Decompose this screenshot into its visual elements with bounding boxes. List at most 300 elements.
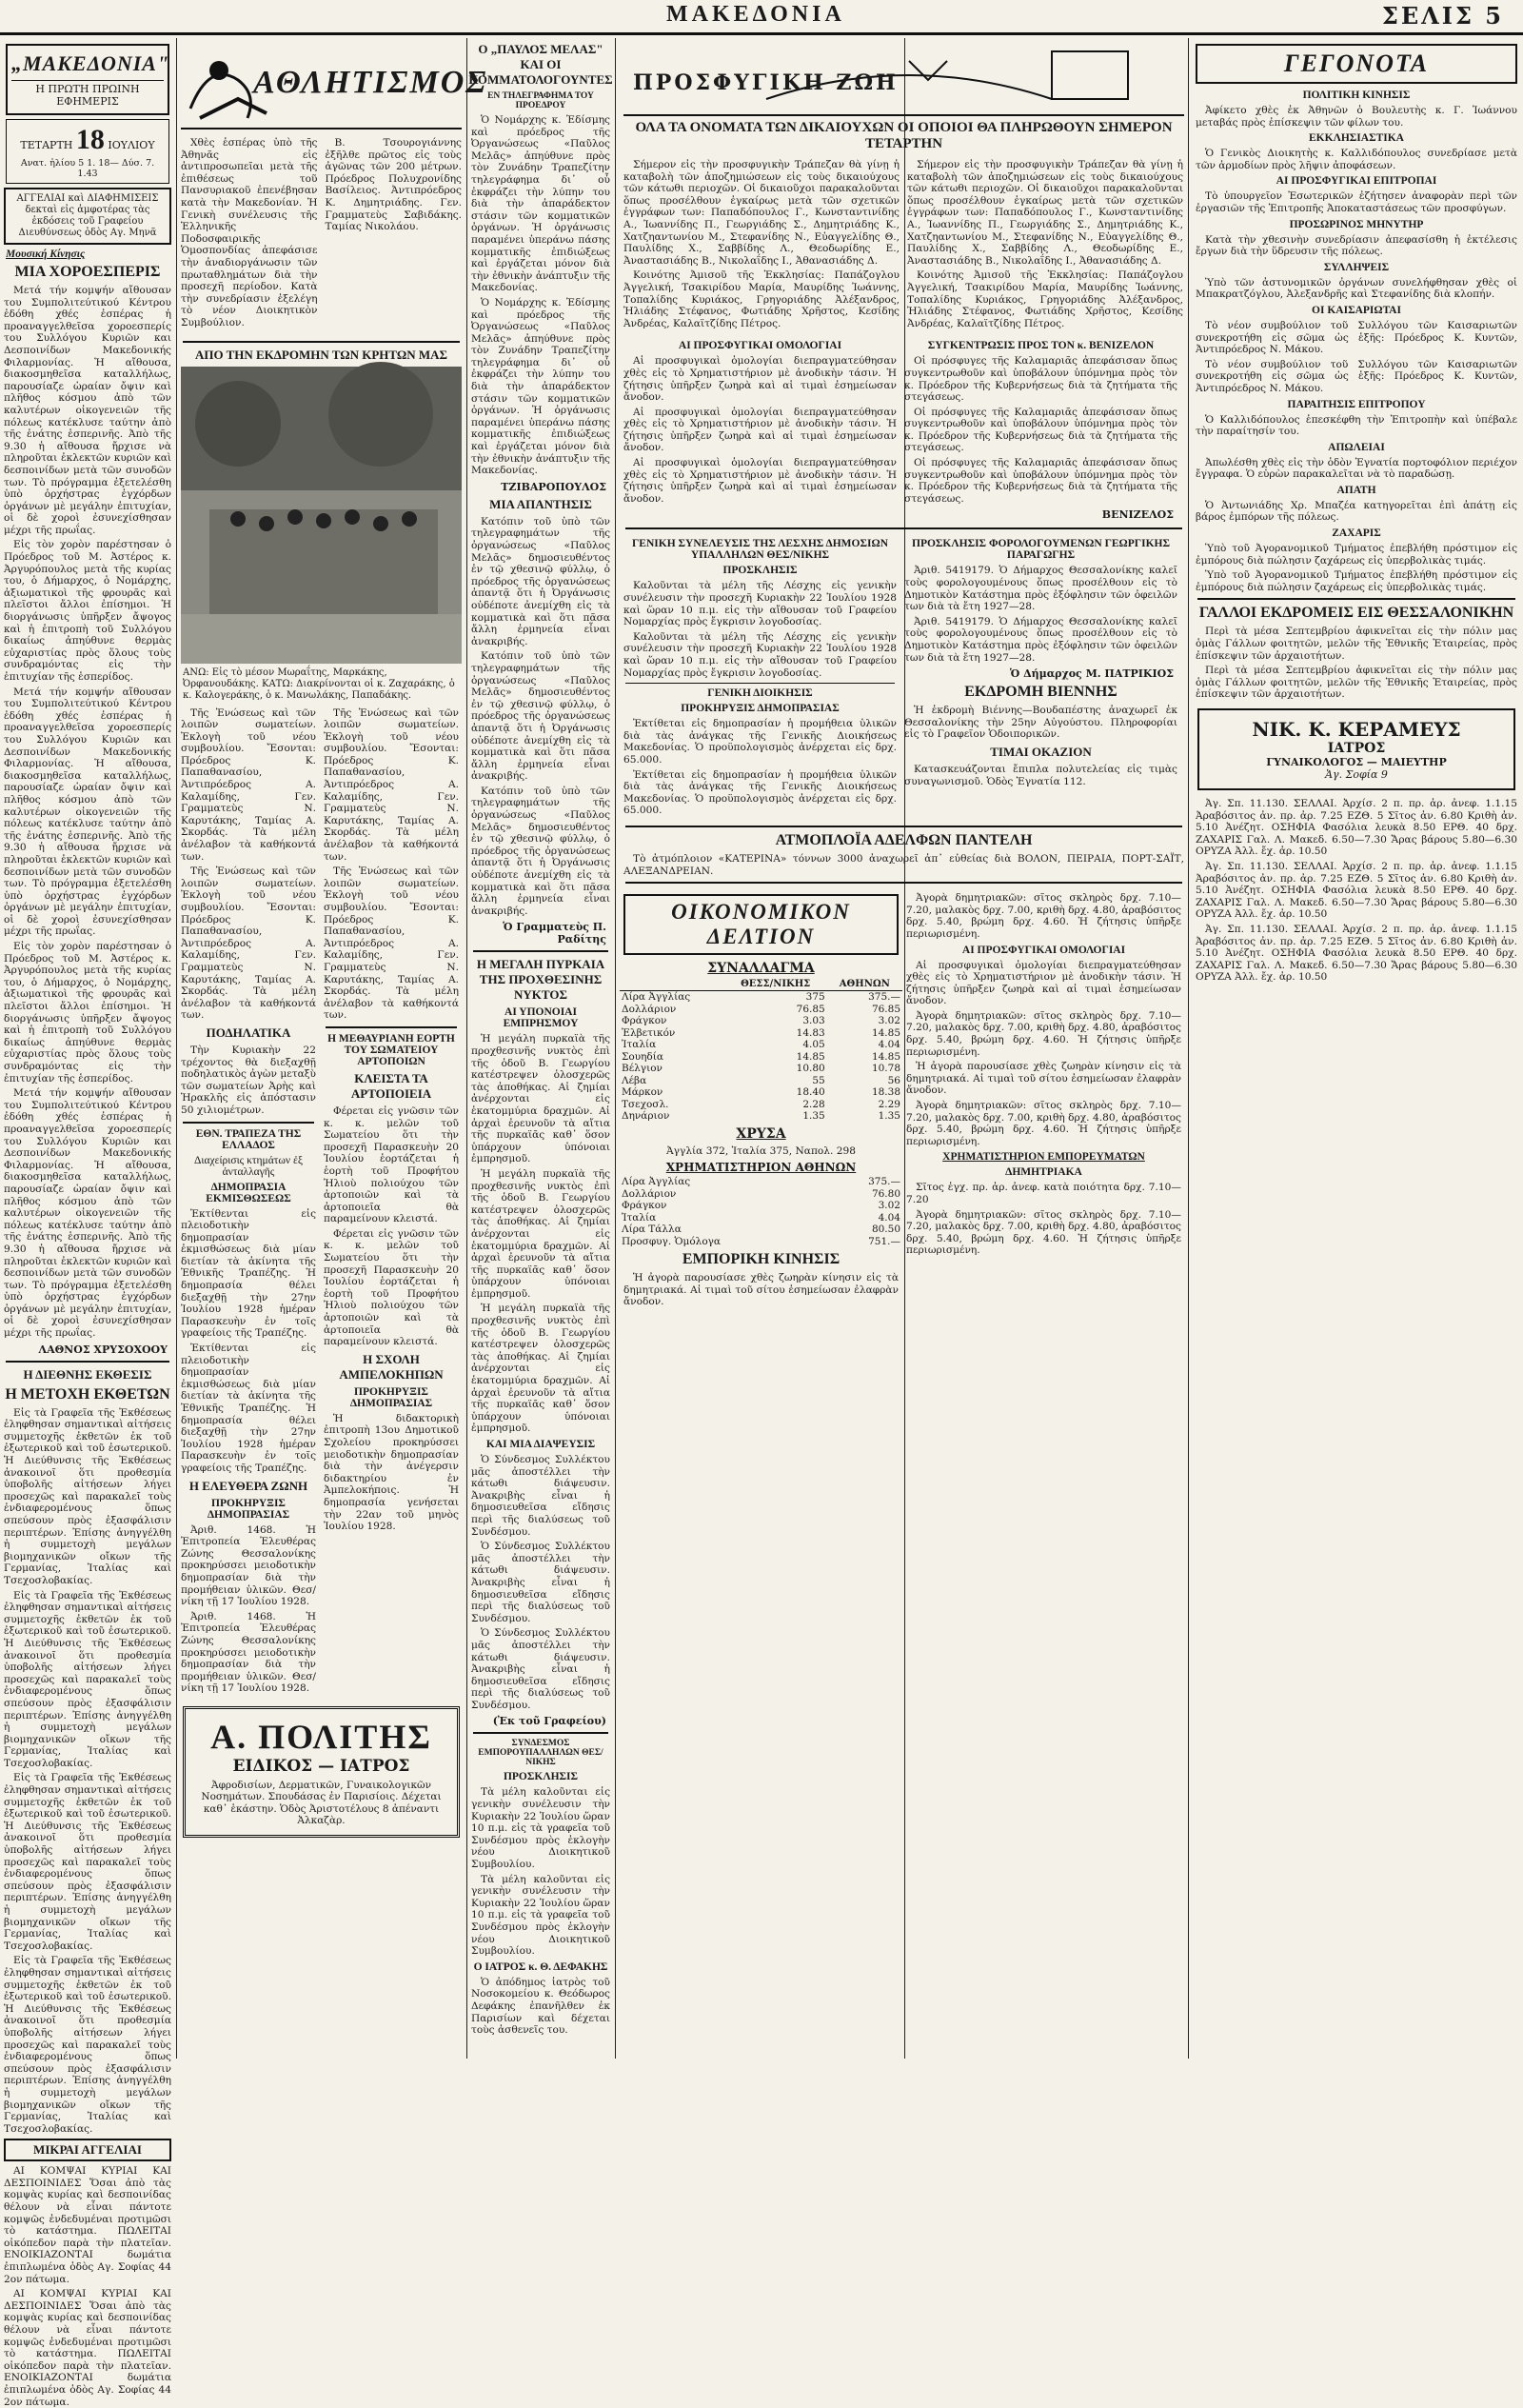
article-paragraph: Τὸ νέον συμβούλιον τοῦ Συλλόγου τῶν Καισαριωτῶν συνεκροτήθη εἰς σῶμα ὡς ἑξῆς: Πρόεδρος Κ. Κυντῶν, Ἀντιπρόεδρος Ν. Μάκου. xyxy=(1196,319,1517,356)
currency-name: Μάρκον xyxy=(622,1086,663,1099)
notice-body xyxy=(471,1977,610,2037)
ad-paragraph: ΑΙ ΚΟΜΨΑΙ ΚΥΡΙΑΙ ΚΑΙ ΔΕΣΠΟΙΝΙΔΕΣ Ὅσαι ἀπὸ τὰς κομψὰς κυρίας καὶ δεσποινίδας θέλουν νὰ εἶναι πάντοτε κομψῶς ἐνδεδυμέναι προτιμῶσι τὸ κατάστημα. ΠΩΛΕΙΤΑΙ οἰκόπεδον παρὰ τὴν πλατεῖαν. ΕΝΟΙΚΙΑΖΟΝΤΑΙ δωμάτια ἐπιπλωμένα ὁδὸς Αγ. Σοφίας 44 2ον πάτωμα. xyxy=(4,2165,171,2285)
rate-thess: 3.03 xyxy=(802,1015,825,1027)
market-prices xyxy=(1196,798,1517,984)
notice-paragraph: Ἡ διδακτορικὴ ἐπιτροπὴ 13ου Δημοτικοῦ Σχολείου προκηρύσσει μειοδοτικὴν δημοπρασίαν διὰ τὴν ἀνέγερσιν διδακτηρίου ἐν Ἀμπελοκήποις. Ἡ δημοπρασία γενήσεται τὴν 22αν τοῦ μηνὸς Ἰουλίου 1928. xyxy=(324,1412,459,1533)
refugee-banner-title: ΠΡΟΣΦΥΓΙΚΗ ΖΩΗ xyxy=(633,70,899,95)
security-price: 4.04 xyxy=(878,1211,900,1224)
rate-thess: 4.05 xyxy=(802,1039,825,1051)
article-body xyxy=(181,137,318,332)
security-name: Προσφυγ. Ὁμόλογα xyxy=(622,1235,722,1247)
article-title: ΕΚΚΛΗΣΙΑΣΤΙΚΑ xyxy=(1309,132,1404,145)
notice-paragraph: Ἐκτίθενται εἰς πλειοδοτικὴν δημοπρασίαν ἐκμισθώσεως διὰ μίαν διετίαν τὰ ἀκίνητα τῆς Ἐθνικῆς Τραπέζης. Ἡ δημοπρασία θέλει διεξαχθῇ τὴν 27ην Ἰουλίου 1928 ἡμέραν Παρασκευὴν ἐν τοῖς γραφείοις τῆς Τραπέζης. xyxy=(181,1343,316,1474)
date-month: ΙΟΥΛΙΟΥ xyxy=(108,139,155,151)
rate-athens: 375.— xyxy=(868,991,900,1004)
article-paragraph: Τὴν Κυριακὴν 22 τρέχοντος θὰ διεξαχθῇ ποδηλατικὸς ἀγὼν μεταξὺ τῶν σωματείων Ἀρὴς καὶ Ἡρακλῆς εἰς ἀπόστασιν 50 χιλιομέτρων. xyxy=(181,1044,316,1116)
article-paragraph: Εἰς τὰ Γραφεῖα τῆς Ἐκθέσεως ἐληφθησαν σημαντικαὶ αἰτήσεις συμμετοχῆς ἐκθετῶν ἐκ τοῦ ἐξωτερικοῦ καὶ τοῦ ἐσωτερικοῦ. Ἡ Διεύθυνσις τῆς Ἐκθέσεως ἀνακοινοῖ ὅτι προθεσμία ὑποβολῆς αἰτήσεων λήγει προσεχῶς καὶ παρακαλεῖ τοὺς ἐνδιαφερομένους ὅπως σπεύσουν πρὸς ἐξασφάλισιν περιπτέρων. Ἐπίσης ἀνηγγέλθη ἡ συμμετοχὴ μεγάλων βιομηχανικῶν οἴκων τῆς Γερμανίας, Ἰταλίας καὶ Τσεχοσλοβακίας. xyxy=(4,1955,171,2135)
security-price: 751.— xyxy=(868,1235,900,1247)
notice-subtitle: ΠΡΟΚΗΡΥΞΙΣ ΔΗΜΟΠΡΑΣΙΑΣ xyxy=(681,703,840,715)
article-paragraph: Κοινότης Ἀμισοῦ τῆς Ἐκκλησίας: Παπάζογλου Ἀγγελική, Τσακιρίδου Μαρία, Μαυρίδης Ἰωάννης, Τοπαλίδης Κυριάκος, Γρηγοριάδης Ἀλέξανδρος, Ἠλιάδης Στέφανος, Φωτιάδης Χρῆστος, Κεσίδης Ἀνδρέας, Καλαϊτζίδης Πέτρος. xyxy=(907,269,1183,329)
subcolumn xyxy=(900,534,1181,821)
article-title: ΖΑΧΑΡΙΣ xyxy=(1332,527,1381,540)
divider xyxy=(183,1122,314,1124)
notice-title: Η ΜΕΘΑΥΡΙΑΝΗ ΕΟΡΤΗ ΤΟΥ ΣΩΜΑΤΕΙΟΥ ΑΡΤΟΠΟΙΩΝ xyxy=(327,1032,455,1067)
article-body xyxy=(1196,148,1517,171)
table-row xyxy=(620,1224,902,1236)
security-name: Λίρα Τάλλα xyxy=(622,1224,682,1236)
ads-notice: ΑΓΓΕΛΙΑΙ καὶ ΔΙΑΦΗΜΙΣΕΙΣ δεκταὶ εἰς ἀμφοτέρας τὰς ἐκδόσεις τοῦ Γραφείου Διευθύνσεως ὁδὸς Αγ. Μηνᾶ xyxy=(4,188,171,245)
article-paragraph: Ὑπὸ τῶν ἀστυνομικῶν ὀργάνων συνελήφθησαν χθὲς οἱ Μπακρατζόγλου, Ἀλεξανδρῆς καὶ Στεφανίδης διὰ κλοπήν. xyxy=(1196,276,1517,301)
article-body xyxy=(471,114,610,477)
article-paragraph: Κατόπιν τοῦ ὑπὸ τῶν τηλεγραφημάτων τῆς ὀργανώσεως «Παῦλος Μελᾶς» δημοσιευθέντος ἐν τῷ χθεσινῷ φύλλῳ, ὁ πρόεδρος τῆς ὀργανώσεως ἀπαντᾷ ὅτι ἡ Ὀργάνωσις οὐδέποτε ἀνεμίχθη εἰς τὰ κομματικὰ καὶ ὅτι πᾶσα ἄλλη ἐρμηνεία εἶναι ἀνακριβής. xyxy=(471,650,610,783)
exchange-table-body xyxy=(620,991,902,1123)
table-row xyxy=(620,1110,902,1123)
article-paragraph: Εἰς τὰ Γραφεῖα τῆς Ἐκθέσεως ἐληφθησαν σημαντικαὶ αἰτήσεις συμμετοχῆς ἐκθετῶν ἐκ τοῦ ἐξωτερικοῦ καὶ τοῦ ἐσωτερικοῦ. Ἡ Διεύθυνσις τῆς Ἐκθέσεως ἀνακοινοῖ ὅτι προθεσμία ὑποβολῆς αἰτήσεων λήγει προσεχῶς καὶ παρακαλεῖ τοὺς ἐνδιαφερομένους ὅπως σπεύσουν πρὸς ἐξασφάλισιν περιπτέρων. Ἐπίσης ἀνηγγέλθη ἡ συμμετοχὴ μεγάλων βιομηχανικῶν οἴκων τῆς Γερμανίας, Ἰταλίας καὶ Τσεχοσλοβακίας. xyxy=(4,1589,171,1769)
article-body xyxy=(1196,234,1517,258)
article-body xyxy=(4,285,171,1340)
article-paragraph: Τὸ ὑπουργεῖον Ἐσωτερικῶν ἐζήτησεν ἀναφορὰν περὶ τῶν ἐργασιῶν τῆς Ἐπιτροπῆς Ἀποκαταστάσεως τῶν προσφύγων. xyxy=(1196,190,1517,214)
notice-subtitle: ΔΗΜΟΠΡΑΣΙΑ ΕΚΜΙΣΘΩΣΕΩΣ xyxy=(206,1181,291,1204)
article-paragraph: Κοινότης Ἀμισοῦ τῆς Ἐκκλησίας: Παπάζογλου Ἀγγελική, Τσακιρίδου Μαρία, Μαυρίδης Ἰωάννης, Τοπαλίδης Κυριάκος, Γρηγοριάδης Ἀλέξανδρος, Ἠλιάδης Στέφανος, Φωτιάδης Χρῆστος, Κεσίδης Ἀνδρέας, Καλαϊτζίδης Πέτρος. xyxy=(623,269,900,329)
sun-times: Ανατ. ἡλίου 5 1. 18— Δύσ. 7. 1.43 xyxy=(20,158,155,179)
article-paragraph: Μετά τήν κομψήν αἴθουσαν του Συμπολιτεύτικού Κέντρου ἐδόθη χθές ἐσπέρας ἡ προαναγγελθεῖσα χοροεσπερίς του Συλλόγου Κυριῶν και Δεσποινίδων Μακεδονικής Φιλαρμονίας. Ἡ αἴθουσα, διακοσμηθεῖσα καταλλήλως, παρουσίαζε ὡραίαν ὄψιν καὶ πλῆθος κόσμου ἀπὸ τῶν καλυτέρων οἰκογενειῶν τῆς πόλεως κατέκλυσε ταύτην ἀπὸ τῆς ἐνάτης ἑσπερινῆς. Ἀπὸ τῆς 9.30 ἡ αἴθουσα ἤρχισε νὰ πληροῦται ἐκλεκτῶν κυριῶν καὶ δεσποινίδων μετὰ τῶν συνοδῶν των. Τὸ πρόγραμμα ἐξετελέσθη ὑπὸ ὀρχήστρας ἐγχόρδων ὀργάνων μὲ μεγάλην ἐπιτυχίαν, οἱ δὲ χοροὶ ἐσυνεχίσθησαν μέχρι τῆς πρωΐας. xyxy=(4,686,171,938)
notice-paragraph: Τὰ μέλη καλοῦνται εἰς γενικὴν συνέλευσιν τὴν Κυριακὴν 22 Ἰουλίου ὥραν 10 π.μ. εἰς τὰ γραφεῖα τοῦ Συνδέσμου πρὸς ἐκλογὴν νέου Διοικητικοῦ Συμβουλίου. xyxy=(471,1786,610,1871)
security-name: Φράγκον xyxy=(622,1200,667,1212)
article-body xyxy=(324,707,459,1022)
ad-paragraph: ΑΙ ΚΟΜΨΑΙ ΚΥΡΙΑΙ ΚΑΙ ΔΕΣΠΟΙΝΙΔΕΣ Ὅσαι ἀπὸ τὰς κομψὰς κυρίας καὶ δεσποινίδας θέλουν νὰ εἶναι πάντοτε κομψῶς ἐνδεδυμέναι προτιμῶσι τὸ κατάστημα. ΠΩΛΕΙΤΑΙ οἰκόπεδον παρὰ τὴν πλατεῖαν. ΕΝΟΙΚΙΑΖΟΝΤΑΙ δωμάτια ἐπιπλωμένα ὁδὸς Αγ. Σοφίας 44 2ον πάτωμα. xyxy=(4,2288,171,2408)
article-title: ΑΙ ΠΡΟΣΦΥΓΙΚΑΙ ΕΠΙΤΡΟΠΑΙ xyxy=(1276,175,1437,188)
notice-paragraph: Ἐκτίθενται εἰς πλειοδοτικὴν δημοπρασίαν ἐκμισθώσεως διὰ μίαν διετίαν τὰ ἀκίνητα τῆς Ἐθνικῆς Τραπέζης. Ἡ δημοπρασία θέλει διεξαχθῇ τὴν 27ην Ἰουλίου 1928 ἡμέραν Παρασκευὴν ἐν τοῖς γραφείοις τῆς Τραπέζης. xyxy=(181,1207,316,1340)
refugee-news xyxy=(620,336,1188,523)
photo-caption: ΑΝΩ: Εἰς τὸ μέσον Μωραΐτης, Μαρκάκης, Ὀρφανουδάκης. ΚΑΤΩ: Διακρίνονται οἱ κ. Ζαχαράκης, ὁ κ. Καλογεράκης, ὁ κ. Μανωλάκης, Παπαδάκης. xyxy=(183,667,455,701)
article-body xyxy=(181,707,316,1022)
security-name: Λίρα Ἀγγλίας xyxy=(622,1176,691,1188)
ad-doctor-role: ΙΑΤΡΟΣ xyxy=(1327,741,1386,756)
shipping-paragraph: Τὸ ἀτμόπλοιον «ΚΑΤΕΡΙΝΑ» τόννων 3000 ἀναχωρεῖ ἀπ᾽ εὐθείας διὰ ΒΟΛΟΝ, ΠΕΙΡΑΙΑ, ΠΟΡΤ-ΣΑΪΤ, ΑΛΕΞΑΝΔΡΕΙΑΝ. xyxy=(623,852,1184,877)
article-body xyxy=(1196,320,1517,395)
currency-name: Τσεχοσλ. xyxy=(622,1098,669,1110)
rate-thess: 1.35 xyxy=(802,1110,825,1123)
small-ads-header xyxy=(4,2139,171,2161)
article-paragraph: Μετά τήν κομψήν αἴθουσαν του Συμπολιτεύτικού Κέντρου ἐδόθη χθές ἐσπέρας ἡ προαναγγελθεῖσα χοροεσπερίς του Συλλόγου Κυριῶν και Δεσποινίδων Μακεδονικής Φιλαρμονίας. Ἡ αἴθουσα, διακοσμηθεῖσα καταλλήλως, παρουσίαζε ὡραίαν ὄψιν καὶ πλῆθος κόσμου ἀπὸ τῶν καλυτέρων οἰκογενειῶν τῆς πόλεως κατέκλυσε ταύτην ἀπὸ τῆς ἐνάτης ἑσπερινῆς. Ἀπὸ τῆς 9.30 ἡ αἴθουσα ἤρχισε νὰ πληροῦται ἐκλεκτῶν κυριῶν καὶ δεσποινίδων μετὰ τῶν συνοδῶν των. Τὸ πρόγραμμα ἐξετελέσθη ὑπὸ ὀρχήστρας ἐγχόρδων ὀργάνων μὲ μεγάλην ἐπιτυχίαν, οἱ δὲ χοροὶ ἐσυνεχίσθησαν μέχρι τῆς πρωΐας. xyxy=(4,285,171,536)
rate-athens: 18.38 xyxy=(871,1086,900,1099)
article-paragraph: Τὸ νέον συμβούλιον τοῦ Συλλόγου τῶν Καισαριωτῶν συνεκροτήθη εἰς σῶμα ὡς ἑξῆς: Πρόεδρος Κ. Κυντῶν, Ἀντιπρόεδρος Ν. Μάκου. xyxy=(1196,358,1517,394)
article-title: ΑΠΩΛΕΙΑΙ xyxy=(1328,441,1385,453)
page-number: ΣΕΛΙΣ 5 xyxy=(1381,2,1504,30)
notice-subtitle: ΠΡΟΚΗΡΥΞΙΣ ΔΗΜΟΠΡΑΣΙΑΣ xyxy=(207,1497,290,1521)
divider xyxy=(625,882,1182,884)
exchange-title: ΣΥΝΑΛΛΑΓΜΑ xyxy=(707,961,815,977)
notice-subtitle: Διαχείρισις κτημάτων ἐξ ἀνταλλαγῆς xyxy=(194,1154,303,1178)
notice-body xyxy=(181,1524,316,1695)
article-paragraph: Ἀφίκετο χθὲς ἐκ Ἀθηνῶν ὁ Βουλευτὴς κ. Γ. Ἰωάννου μεταβάς πρὸς ἐπίσκεψιν τῶν φίλων του. xyxy=(1196,105,1517,129)
divider xyxy=(183,341,460,343)
article-paragraph: Αἱ προσφυγικαὶ ὁμολογίαι διεπραγματεύθησαν χθὲς εἰς τὸ Χρηματιστήριον μὲ ἀνοδικὴν τάσιν. Ἡ ζήτησις ὑπῆρξεν ζωηρὰ καὶ αἱ τιμαὶ ἐσημείωσαν ἄνοδον. xyxy=(623,457,897,505)
article-title: ΠΟΛΙΤΙΚΗ ΚΙΝΗΣΙΣ xyxy=(1302,90,1411,101)
article-paragraph: Ἡ μεγάλη πυρκαϊὰ τῆς προχθεσινῆς νυκτὸς ἐπὶ τῆς ὁδοῦ Β. Γεωργίου κατέστρεψεν ὁλοσχερῶς τὰς ἀποθήκας. Αἱ ζημίαι ἀνέρχονται εἰς ἑκατομμύρια δραχμῶν. Αἱ ἀρχαὶ ἐρευνοῦν τὰ αἴτια τῆς πυρκαϊᾶς καθ᾽ ὅσον ὑπάρχουν ὑπόνοιαι ἐμπρησμοῦ. xyxy=(471,1167,610,1300)
currency-name: Δολλάριον xyxy=(622,1003,677,1015)
newspaper-logo xyxy=(6,44,169,115)
article-paragraph: Εἰς τὸν χορὸν παρέστησαν ὁ Πρόεδρος τοῦ Μ. Ἀστέρος κ. Ἀργυρόπουλος μετὰ τῆς κυρίας του, ὁ Δήμαρχος, ὁ Νομάρχης, ἀξιωματικοὶ τῆς φρουρᾶς καὶ πλεῖστοι ἄλλοι ἐπίσημοι. Ἡ διοργάνωσις ὑπῆρξεν ἄψογος καὶ ἡ ἐπιτροπὴ τοῦ Συλλόγου δικαίως ἀπηύθυνε θερμὰς εὐχαριστίας πρὸς ὅλους τοὺς συνδραμόντας εἰς τὴν ἐπιτυχίαν τῆς ἑσπερίδος. xyxy=(4,539,171,683)
article-title: ΜΙΑ ΧΟΡΟΕΣΠΕΡΙΣ xyxy=(14,264,161,280)
notice-paragraph: Ἀριθ. 1468. Ἡ Ἐπιτροπεία Ἐλευθέρας Ζώνης Θεσσαλονίκης προκηρύσσει μειοδοτικὴν δημοπρασίαν διὰ τὴν προμήθειαν ὑλικῶν. Θεσ/νίκη τῇ 17 Ἰουλίου 1928. xyxy=(181,1610,316,1695)
notice-paragraph: Κατασκευάζονται ἔπιπλα πολυτελείας εἰς τιμὰς συναγωνισμοῦ. Ὁδὸς Ἐγνατία 112. xyxy=(904,763,1177,787)
column-1 xyxy=(0,38,175,2408)
small-ads-title: ΜΙΚΡΑΙ ΑΓΓΕΛΙΑΙ xyxy=(33,2142,142,2158)
article-subtitle: ΕΝ ΤΗΛΕΓΡΑΦΗΜΑ ΤΟΥ ΠΡΟΕΔΡΟΥ xyxy=(487,91,594,110)
ad-doctor-specialty: ΓΥΝΑΙΚΟΛΟΓΟΣ — ΜΑΙΕΥΤΗΡ xyxy=(1266,756,1447,768)
article-paragraph: Τῆς Ἑνώσεως καὶ τῶν λοιπῶν σωματείων. Ἐκλογὴ τοῦ νέου συμβουλίου. Ἔσονται: Πρόεδρος Κ. Παπαθανασίου, Ἀντιπρόεδρος Α. Καλαμίδης, Γεν. Γραμματεὺς Ν. Καρυτάκης, Ταμίας Α. Σκορδάς. Τὰ μέλη ἀνέλαβον τὰ καθήκοντά των. xyxy=(324,706,459,863)
article-title: Η ΜΕΓΑΛΗ ΠΥΡΚΑΙΑ ΤΗΣ ΠΡΟΧΘΕΣΙΝΗΣ ΝΥΚΤΟΣ xyxy=(476,957,605,1003)
notice-title: Ο ΙΑΤΡΟΣ κ. Θ. ΔΕΦΑΚΗΣ xyxy=(473,1960,608,1973)
events-title: ΓΕΓΟΝΟΤΑ xyxy=(1196,44,1517,84)
table-header: ΑΘΗΝΩΝ xyxy=(827,978,902,991)
column-6 xyxy=(1192,38,1521,2059)
notice-body xyxy=(904,764,1177,787)
notice-paragraph: Ἐκτίθεται εἰς δημοπρασίαν ἡ προμήθεια ὑλικῶν διὰ τὰς ἀνάγκας τῆς Γενικῆς Διοικήσεως Μακεδονίας. Ὁ προϋπολογισμὸς ἀνέρχεται εἰς δρχ. 65.000. xyxy=(623,718,897,766)
article-title: ΣΥΓΚΕΝΤΡΩΣΙΣ ΠΡΟΣ ΤΟΝ κ. ΒΕΝΙΖΕΛΟΝ xyxy=(927,340,1155,352)
economic-paragraph: Αἱ προσφυγικαὶ ὁμολογίαι διεπραγματεύθησαν χθὲς εἰς τὸ Χρηματιστήριον μὲ ἀνοδικὴν τάσιν. Ἡ ζήτησις ὑπῆρξεν ζωηρὰ καὶ αἱ τιμαὶ ἐσημείωσαν ἄνοδον. xyxy=(906,959,1181,1007)
photo-image xyxy=(181,367,462,664)
article-title: Ο „ΠΑΥΛΟΣ ΜΕΛΑΣ" ΚΑΙ ΟΙ ΚΟΜΜΑΤΟΛΟΓΟΥΝΤΕΣ xyxy=(468,42,613,87)
exchange-table xyxy=(620,978,902,1123)
article-paragraph: Τῆς Ἑνώσεως καὶ τῶν λοιπῶν σωματείων. Ἐκλογὴ τοῦ νέου συμβουλίου. Ἔσονται: Πρόεδρος Κ. Παπαθανασίου, Ἀντιπρόεδρος Α. Καλαμίδης, Γεν. Γραμματεὺς Ν. Καρυτάκης, Ταμίας Α. Σκορδάς. Τὰ μέλη ἀνέλαβον τὰ καθήκοντά των. xyxy=(181,706,316,863)
article-body xyxy=(1196,626,1517,701)
article-signature: ΤΖΙΒΑΡΟΠΟΥΛΟΣ xyxy=(501,480,606,493)
notices-area xyxy=(620,534,1188,821)
security-name: Δολλάριον xyxy=(622,1187,677,1200)
article-title: ΚΑΙ ΜΙΑ ΔΙΑΨΕΥΣΙΣ xyxy=(485,1439,596,1450)
article-paragraph: Αἱ προσφυγικαὶ ὁμολογίαι διεπραγματεύθησαν χθὲς εἰς τὸ Χρηματιστήριον μὲ ἀνοδικὴν τάσιν. Ἡ ζήτησις ὑπῆρξεν ζωηρὰ καὶ αἱ τιμαὶ ἐσημείωσαν ἄνοδον. xyxy=(623,406,897,454)
notice-subtitle: ΠΡΟΣΚΛΗΣΙΣ xyxy=(503,1771,579,1783)
currency-name: Σουηδία xyxy=(622,1050,663,1063)
economic-paragraph: Ἀγορὰ δημητριακῶν: σῖτος σκληρὸς δρχ. 7.10—7.20, μαλακὸς δρχ. 7.00, κριθὴ δρχ. 4.80, ἀραβόσιτος δρχ. 5.40, βρώμη δρχ. 4.60. Ἡ ζήτησις ὑπῆρξε περιωρισμένη. xyxy=(906,892,1181,940)
article-body xyxy=(4,1407,171,2136)
article-signature: Ὁ Γραμματεὺς Π. Ραδίτης xyxy=(503,921,606,946)
notice-paragraph: Ἐκτίθεται εἰς δημοπρασίαν ἡ προμήθεια ὑλικῶν διὰ τὰς ἀνάγκας τῆς Γενικῆς Διοικήσεως Μακεδονίας. Ὁ προϋπολογισμὸς ἀνέρχεται εἰς δρχ. 65.000. xyxy=(623,768,897,817)
sport-banner xyxy=(181,42,488,129)
currency-name: Φράγκον xyxy=(622,1015,667,1027)
divider xyxy=(473,950,608,952)
rate-thess: 14.85 xyxy=(796,1050,825,1063)
exchange2-table-body xyxy=(620,1176,902,1247)
ad-doctor-name: Α. ΠΟΛΙΤΗΣ xyxy=(210,1717,432,1756)
notice-paragraph: Ἀριθ. 5419179. Ὁ Δήμαρχος Θεσσαλονίκης καλεῖ τοὺς φορολογουμένους ὅπως προσέλθουν εἰς τὸ Δημοτικὸν Κατάστημα πρὸς ἐξόφλησιν τῶν ὀφειλῶν των διὰ τὰ ἔτη 1927—28. xyxy=(904,615,1177,664)
table-row xyxy=(620,1086,902,1099)
notice-title: ΕΘΝ. ΤΡΑΠΕΖΑ ΤΗΣ ΕΛΛΑΔΟΣ xyxy=(195,1127,302,1151)
article-paragraph: Αἱ προσφυγικαὶ ὁμολογίαι διεπραγματεύθησαν χθὲς εἰς τὸ Χρηματιστήριον μὲ ἀνοδικὴν τάσιν. Ἡ ζήτησις ὑπῆρξεν ζωηρὰ καὶ αἱ τιμαὶ ἐσημείωσαν ἄνοδον. xyxy=(623,355,897,404)
trade-body xyxy=(623,1272,899,1308)
article-paragraph: Περὶ τὰ μέσα Σεπτεμβρίου ἀφικνεῖται εἰς τὴν πόλιν μας ὁμὰς Γάλλων φοιτητῶν, μελῶν τῆς Ἐθνικῆς Ἑταιρείας, πρὸς ἐπίσκεψιν τῶν ἀρχαιοτήτων. xyxy=(1196,626,1517,662)
article-body xyxy=(1196,500,1517,524)
article-paragraph: Ἀπωλέσθη χθὲς εἰς τὴν ὁδὸν Ἐγνατία πορτοφόλιον περιέχον ἔγγραφα. Ὁ εὑρὼν παρακαλεῖται νὰ τὸ παραδώσῃ. xyxy=(1196,456,1517,481)
article-signature: ΒΕΝΙΖΕΛΟΣ xyxy=(1101,508,1174,522)
article-title: ΜΙΑ ΑΠΑΝΤΗΣΙΣ xyxy=(489,496,592,511)
divider xyxy=(625,683,895,684)
sport-news xyxy=(177,133,465,336)
rate-thess: 76.85 xyxy=(796,1003,825,1015)
photo-title: ΑΠΟ ΤΗΝ ΕΚΔΡΟΜΗΝ ΤΩΝ ΚΡΗΤΩΝ ΜΑΣ xyxy=(194,347,448,362)
article-paragraph: Οἱ πρόσφυγες τῆς Καλαμαριᾶς ἀπεφάσισαν ὅπως συγκεντρωθοῦν καὶ ὑποβάλουν ὑπόμνημα πρὸς τὸν κ. Πρόεδρον τῆς Κυβερνήσεως διὰ τὰ ζητήματα τῆς στεγάσεως. xyxy=(904,457,1177,505)
economic-bulletin xyxy=(620,888,902,1312)
subcolumn xyxy=(320,704,463,1699)
ad-doctor-name: ΝΙΚ. Κ. ΚΕΡΑΜΕΥΣ xyxy=(1252,718,1461,741)
column-3 xyxy=(467,38,614,2059)
table-row xyxy=(620,1015,902,1027)
currency-name: Βέλγιον xyxy=(622,1063,663,1075)
article-body xyxy=(181,1045,316,1117)
table-header xyxy=(620,978,724,991)
bourse-body xyxy=(906,1182,1181,1257)
small-ads-body xyxy=(4,2165,171,2408)
article-paragraph: Ὁ Καλλιδόπουλος ἐπεσκέφθη τὴν Ἐπιτροπὴν καὶ ὑπέβαλε τὴν παραίτησίν του. xyxy=(1196,413,1517,438)
logo-subtitle: Η ΠΡΩΤΗ ΠΡΩΙΝΗ ΕΦΗΜΕΡΙΣ xyxy=(11,80,164,108)
market-paragraph: Ἀγ. Σπ. 11.130. ΣΕΛΛΑΙ. Ἀρχίσ. 2 π. πρ. ἀρ. ἀνεφ. 1.1.15 Ἀραβόσιτος ἀν. πρ. ἀρ. 7.25 ΕΖΘ. 5 Σῖτος ἀν. 6.80 Κριθὴ ἀν. 5.10 Ἀνέζητ. ΟΣΗΦΙΑ Φασόλια λευκὰ 8.50 ΕΡΘ. 40 δρχ. ΖΑΧΑΡΙΣ Γαλ. Λ. Μακεδ. 6.50—7.30 Ἄρας βάρους 5.80—6.30 ΟΡΥΖΑ Ἀλλ. ἔχ. ἀρ. 10.50 xyxy=(1196,798,1517,858)
article-body xyxy=(1196,457,1517,481)
article-title: ΠΟΔΗΛΑΤΙΚΑ xyxy=(206,1025,291,1040)
table-row xyxy=(620,1236,902,1248)
table-row xyxy=(620,1063,902,1075)
market-paragraph: Ἀγ. Σπ. 11.130. ΣΕΛΛΑΙ. Ἀρχίσ. 2 π. πρ. ἀρ. ἀνεφ. 1.1.15 Ἀραβόσιτος ἀν. πρ. ἀρ. 7.25 ΕΖΘ. 5 Σῖτος ἀν. 6.80 Κριθὴ ἀν. 5.10 Ἀνέζητ. ΟΣΗΦΙΑ Φασόλια λευκὰ 8.50 ΕΡΘ. 40 δρχ. ΖΑΧΑΡΙΣ Γαλ. Λ. Μακεδ. 6.50—7.30 Ἄρας βάρους 5.80—6.30 ΟΡΥΖΑ Ἀλλ. ἔχ. ἀρ. 10.50 xyxy=(1196,923,1517,984)
article-paragraph: Τῆς Ἑνώσεως καὶ τῶν λοιπῶν σωματείων. Ἐκλογὴ τοῦ νέου συμβουλίου. Ἔσονται: Πρόεδρος Κ. Παπαθανασίου, Ἀντιπρόεδρος Α. Καλαμίδης, Γεν. Γραμματεὺς Ν. Καρυτάκης, Ταμίας Α. Σκορδάς. Τὰ μέλη ἀνέλαβον τὰ καθήκοντά των. xyxy=(181,866,316,1022)
bourse-paragraph: Σῖτος ἐγχ. πρ. ἀρ. ἀνεφ. κατὰ ποιότητα δρχ. 7.10—7.20 xyxy=(906,1182,1181,1205)
article-body xyxy=(471,1454,610,1711)
article-paragraph: Μετά τήν κομψήν αἴθουσαν του Συμπολιτεύτικού Κέντρου ἐδόθη χθές ἐσπέρας ἡ προαναγγελθεῖσα χοροεσπερίς του Συλλόγου Κυριῶν και Δεσποινίδων Μακεδονικής Φιλαρμονίας. Ἡ αἴθουσα, διακοσμηθεῖσα καταλλήλως, παρουσίαζε ὡραίαν ὄψιν καὶ πλῆθος κόσμου ἀπὸ τῶν καλυτέρων οἰκογενειῶν τῆς πόλεως κατέκλυσε ταύτην ἀπὸ τῆς ἐνάτης ἑσπερινῆς. Ἀπὸ τῆς 9.30 ἡ αἴθουσα ἤρχισε νὰ πληροῦται ἐκλεκτῶν κυριῶν καὶ δεσποινίδων μετὰ τῶν συνοδῶν των. Τὸ πρόγραμμα ἐξετελέσθη ὑπὸ ὀρχήστρας ἐγχόρδων ὀργάνων μὲ μεγάλην ἐπιτυχίαν, οἱ δὲ χοροὶ ἐσυνεχίσθησαν μέχρι τῆς πρωΐας. xyxy=(4,1087,171,1340)
notice-body xyxy=(623,718,897,817)
doctor-advertisement xyxy=(1197,708,1515,790)
currency-name: Ἐλβετικόν xyxy=(622,1026,676,1039)
article-paragraph: Σήμερον εἰς τὴν προσφυγικὴν Τράπεζαν θὰ γίνῃ ἡ καταβολὴ τῶν ἀποζημιώσεων εἰς τοὺς δικαιούχους τῶν κάτωθι περιοχῶν. Οἱ δικαιοῦχοι παρακαλοῦνται ὅπως προσέλθουν ἐγκαίρως μετὰ τῶν σχετικῶν ἐγγράφων των: Παπαδόπουλος Γ., Κωνσταντινίδης Α., Ἰωαννίδης Π., Γεωργιάδης Σ., Δημητριάδης Κ., Χατζηαντωνίου Μ., Στεφανίδης Ν., Εὐαγγελίδης Θ., Παυλίδης Χ., Σαββίδης Λ., Θεοδωρίδης Ε., Ἀναστασιάδης Β., Νικολαΐδης Ι., Ἀθανασιάδης Δ. xyxy=(907,159,1183,267)
table-row xyxy=(620,1188,902,1201)
article-paragraph: Περὶ τὰ μέσα Σεπτεμβρίου ἀφικνεῖται εἰς τὴν πόλιν μας ὁμὰς Γάλλων φοιτητῶν, μελῶν τῆς Ἐθνικῆς Ἑταιρείας, πρὸς ἐπίσκεψιν τῶν ἀρχαιοτήτων. xyxy=(1196,665,1517,701)
rate-athens: 14.85 xyxy=(871,1050,900,1063)
notice-body xyxy=(324,1413,459,1533)
subcolumn xyxy=(620,336,900,523)
rate-thess: 375 xyxy=(805,991,825,1004)
shipping-title: ΑΤΜΟΠΛΟΪΑ ΑΔΕΛΦΩΝ ΠΑΝΤΕΛΗ xyxy=(775,831,1033,848)
notice-body xyxy=(181,1208,316,1475)
economic-paragraph: Ἀγορὰ δημητριακῶν: σῖτος σκληρὸς δρχ. 7.10—7.20, μαλακὸς δρχ. 7.00, κριθὴ δρχ. 4.80, ἀραβόσιτος δρχ. 5.40, βρώμη δρχ. 4.60. Ἡ ζήτησις ὑπῆρξε περιωρισμένη. xyxy=(906,1009,1181,1058)
divider xyxy=(326,1026,457,1028)
notice-title: Η ΕΛΕΥΘΕΡΑ ΖΩΝΗ xyxy=(188,1478,308,1493)
article-title: ΟΙ ΚΑΙΣΑΡΙΩΤΑΙ xyxy=(1312,304,1401,316)
article-paragraph: Ἡ μεγάλη πυρκαϊὰ τῆς προχθεσινῆς νυκτὸς ἐπὶ τῆς ὁδοῦ Β. Γεωργίου κατέστρεψεν ὁλοσχερῶς τὰς ἀποθήκας. Αἱ ζημίαι ἀνέρχονται εἰς ἑκατομμύρια δραχμῶν. Αἱ ἀρχαὶ ἐρευνοῦν τὰ αἴτια τῆς πυρκαϊᾶς καθ᾽ ὅσον ὑπάρχουν ὑπόνοιαι ἐμπρησμοῦ. xyxy=(471,1033,610,1165)
table-header: ΘΕΣΣ/ΝΙΚΗΣ xyxy=(724,978,827,991)
subcolumn xyxy=(900,336,1181,523)
main-headline: ΟΛΑ ΤΑ ΟΝΟΜΑΤΑ ΤΩΝ ΔΙΚΑΙΟΥΧΩΝ ΟΙ ΟΠΟΙΟΙ ΘΑ ΠΛΗΡΩΘΟΥΝ ΣΗΜΕΡΟΝ ΤΕΤΑΡΤΗΝ xyxy=(635,120,1173,151)
article-title: ΑΙ ΠΡΟΣΦΥΓΙΚΑΙ ΟΜΟΛΟΓΙΑΙ xyxy=(678,340,842,352)
column-rule xyxy=(615,38,616,2059)
article-paragraph: Ὑπὸ τοῦ Ἀγορανομικοῦ Τμήματος ἐπεβλήθη πρόστιμον εἰς ἐμπόρους διὰ πώλησιν ζαχάρεως εἰς ὑπερβολικὰς τιμάς. xyxy=(1196,569,1517,593)
security-price: 80.50 xyxy=(871,1224,900,1236)
gold-title: ΧΡΥΣΑ xyxy=(736,1125,786,1142)
notice-title: Η ΣΧΟΛΗ ΑΜΠΕΛΟΚΗΠΩΝ xyxy=(339,1351,444,1382)
rate-thess: 14.83 xyxy=(796,1026,825,1039)
market-paragraph: Ἀγ. Σπ. 11.130. ΣΕΛΛΑΙ. Ἀρχίσ. 2 π. πρ. ἀρ. ἀνεφ. 1.1.15 Ἀραβόσιτος ἀν. πρ. ἀρ. 7.25 ΕΖΘ. 5 Σῖτος ἀν. 6.80 Κριθὴ ἀν. 5.10 Ἀνέζητ. ΟΣΗΦΙΑ Φασόλια λευκὰ 8.50 ΕΡΘ. 40 δρχ. ΖΑΧΑΡΙΣ Γαλ. Λ. Μακεδ. 6.50—7.30 Ἄρας βάρους 5.80—6.30 ΟΡΥΖΑ Ἀλλ. ἔχ. ἀρ. 10.50 xyxy=(1196,860,1517,921)
article-body xyxy=(623,355,897,505)
sport-news-lower xyxy=(177,704,465,1699)
article-body xyxy=(623,159,900,332)
article-paragraph: Ὁ Σύνδεσμος Συλλέκτου μᾶς ἀποστέλλει τὴν κάτωθι διάψευσιν. Ἀνακριβὴς εἶναι ἡ δημοσιευθεῖσα εἴδησις περὶ τῆς διαλύσεως τοῦ Συνδέσμου. xyxy=(471,1454,610,1538)
table-row xyxy=(620,1004,902,1016)
article-paragraph: Κατὰ τὴν χθεσινὴν συνεδρίασιν ἀπεφασίσθη ἡ ἐκτέλεσις ἔργων διὰ τὴν ὕδρευσιν τῆς πόλεως. xyxy=(1196,233,1517,258)
economic-paragraph: Ἡ ἀγορὰ παρουσίασε χθὲς ζωηρὰν κίνησιν εἰς τὰ δημητριακά. Αἱ τιμαὶ τοῦ σίτου ἐσημείωσαν ἐλαφρὰν ἄνοδον. xyxy=(906,1061,1181,1097)
article-paragraph: Εἰς τὰ Γραφεῖα τῆς Ἐκθέσεως ἐληφθησαν σημαντικαὶ αἰτήσεις συμμετοχῆς ἐκθετῶν ἐκ τοῦ ἐξωτερικοῦ καὶ τοῦ ἐσωτερικοῦ. Ἡ Διεύθυνσις τῆς Ἐκθέσεως ἀνακοινοῖ ὅτι προθεσμία ὑποβολῆς αἰτήσεων λήγει προσεχῶς καὶ παρακαλεῖ τοὺς ἐνδιαφερομένους ὅπως σπεύσουν πρὸς ἐξασφάλισιν περιπτέρων. Ἐπίσης ἀνηγγέλθη ἡ συμμετοχὴ μεγάλων βιομηχανικῶν οἴκων τῆς Γερμανίας, Ἰταλίας καὶ Τσεχοσλοβακίας. xyxy=(4,1406,171,1586)
column-rule xyxy=(1188,38,1189,2059)
bourse-paragraph: Ἀγορὰ δημητριακῶν: σῖτος σκληρὸς δρχ. 7.10—7.20, μαλακὸς δρχ. 7.00, κριθὴ δρχ. 4.80, ἀραβόσιτος δρχ. 5.40, βρώμη δρχ. 4.60. Ἡ ζήτησις ὑπῆρξε περιωρισμένη. xyxy=(906,1208,1181,1257)
economic-body xyxy=(906,960,1181,1148)
date-box xyxy=(6,119,169,184)
article-body xyxy=(471,516,610,918)
currency-name: Δηνάριον xyxy=(622,1110,670,1123)
table-row xyxy=(620,1200,902,1212)
bourse-title: ΧΡΗΜΑΤΙΣΤΗΡΙΟΝ ΕΜΠΟΡΕΥΜΑΤΩΝ xyxy=(942,1151,1145,1164)
ad-doctor-role: ΕΙΔΙΚΟΣ — ΙΑΤΡΟΣ xyxy=(232,1756,410,1776)
currency-name: Λέβα xyxy=(622,1074,647,1086)
rate-thess: 2.28 xyxy=(802,1098,825,1110)
rate-thess: 18.40 xyxy=(796,1086,825,1099)
rate-athens: 4.04 xyxy=(878,1039,900,1051)
article-title: ΑΙ ΠΡΟΣΦΥΓΙΚΑΙ ΟΜΟΛΟΓΙΑΙ xyxy=(961,944,1126,956)
table-header-row xyxy=(620,978,902,991)
article-paragraph: Κατόπιν τοῦ ὑπὸ τῶν τηλεγραφημάτων τῆς ὀργανώσεως «Παῦλος Μελᾶς» δημοσιευθέντος ἐν τῷ χθεσινῷ φύλλῳ, ὁ πρόεδρος τῆς ὀργανώσεως ἀπαντᾷ ὅτι ἡ Ὀργάνωσις οὐδέποτε ἀνεμίχθη εἰς τὰ κομματικὰ καὶ ὅτι πᾶσα ἄλλη ἐρμηνεία εἶναι ἀνακριβής. xyxy=(471,785,610,917)
date-day: 18 xyxy=(75,124,105,155)
divider xyxy=(625,527,1182,529)
article-paragraph: Οἱ πρόσφυγες τῆς Καλαμαριᾶς ἀπεφάσισαν ὅπως συγκεντρωθοῦν καὶ ὑποβάλουν ὑπόμνημα πρὸς τὸν κ. Πρόεδρον τῆς Κυβερνήσεως διὰ τὰ ζητήματα τῆς στεγάσεως. xyxy=(904,406,1177,454)
notice-body xyxy=(324,1105,459,1348)
article-paragraph: Ὁ Ἀντωνιάδης Χρ. Μπαζέα κατηγορεῖται ἐπὶ ἀπάτῃ εἰς βάρος ἐμπόρων τῆς πόλεως. xyxy=(1196,499,1517,524)
divider xyxy=(625,826,1182,827)
subcolumn xyxy=(177,704,320,1699)
article-body xyxy=(1196,190,1517,214)
divider xyxy=(1197,598,1515,600)
rate-athens: 14.85 xyxy=(871,1026,900,1039)
notice-body xyxy=(904,705,1177,741)
refugee-banner xyxy=(623,42,1184,116)
notice-title: ΓΕΝΙΚΗ ΔΙΟΙΚΗΣΙΣ xyxy=(707,687,813,700)
notice-paragraph: Καλοῦνται τὰ μέλη τῆς Λέσχης εἰς γενικὴν συνέλευσιν τὴν προσεχῆ Κυριακὴν 22 Ἰουλίου 1928 καὶ ὥραν 10 π.μ. εἰς τὴν αἴθουσαν τοῦ Γραφείου Νομαρχίας πρὸς ἔγκρισιν λογοδοσίας. xyxy=(623,580,897,628)
section-heading: Μουσική Κίνησις xyxy=(6,249,86,260)
article-body xyxy=(1196,277,1517,301)
article-paragraph: Ὁ Σύνδεσμος Συλλέκτου μᾶς ἀποστέλλει τὴν κάτωθι διάψευσιν. Ἀνακριβὴς εἶναι ἡ δημοσιευθεῖσα εἴδησις περὶ τῆς διαλύσεως τοῦ Συνδέσμου. xyxy=(471,1627,610,1711)
notice-paragraph: Ὁ ἀπόδημος ἰατρὸς τοῦ Νοσοκομείου κ. Θεόδωρος Δεφάκης ἐπανῆλθεν ἐκ Παρισίων καὶ δέχεται τοὺς ἀσθενεῖς του. xyxy=(471,1976,610,2037)
article-title: ΠΡΟΣΩΡΙΝΟΣ ΜΗΝΥΤΗΡ xyxy=(1289,218,1424,230)
shipping-body xyxy=(623,853,1184,877)
article-body xyxy=(1196,414,1517,438)
economic-paragraph: Ἀγορὰ δημητριακῶν: σῖτος σκληρὸς δρχ. 7.10—7.20, μαλακὸς δρχ. 7.00, κριθὴ δρχ. 4.80, ἀραβόσιτος δρχ. 5.40, βρώμη δρχ. 4.60. Ἡ ζήτησις ὑπῆρξε περιωρισμένη. xyxy=(906,1100,1181,1147)
article-title: ΑΠΑΤΗ xyxy=(1336,484,1376,496)
article-paragraph: Κατόπιν τοῦ ὑπὸ τῶν τηλεγραφημάτων τῆς ὀργανώσεως «Παῦλος Μελᾶς» δημοσιευθέντος ἐν τῷ χθεσινῷ φύλλῳ, ὁ πρόεδρος τῆς ὀργανώσεως ἀπαντᾷ ὅτι ἡ Ὀργάνωσις οὐδέποτε ἀνεμίχθη εἰς τὰ κομματικὰ καὶ ὅτι πᾶσα ἄλλη ἐρμηνεία εἶναι ἀνακριβής. xyxy=(471,515,610,647)
rate-athens: 10.78 xyxy=(871,1063,900,1075)
article-paragraph: Χθὲς ἑσπέρας ὑπὸ τῆς Ἀθηνᾶς εἰς ἀντιπροσωπεῖαι μετὰ τῆς ἐπιθέσεως τοῦ Πανσυριακοῦ ἐπενέβησαν κατὰ τὴν Μακεδονίαν. Ἡ Γενικὴ συνέλευσις τῆς Ἑλληνικῆς Ποδοσφαιρικῆς Ὁμοσπονδίας ἀπεφάσισε τὴν ἀναδιοργάνωσιν τῶν πρωταθλημάτων διὰ τὴν προσεχῆ περίοδον. Κατὰ τὴν συνεδρίασιν ἐξελέγη τὸ νέον Διοικητικὸν Συμβούλιον. xyxy=(181,137,318,328)
trade-title: ΕΜΠΟΡΙΚΗ ΚΙΝΗΣΙΣ xyxy=(682,1251,841,1268)
logo-title: „ΜΑΚΕΔΟΝΙΑ" xyxy=(11,51,170,75)
rate-athens: 1.35 xyxy=(878,1110,900,1123)
table-row xyxy=(620,1027,902,1040)
main-article xyxy=(620,155,1188,336)
currency-name: Λίρα Ἀγγλίας xyxy=(622,991,691,1004)
table-row xyxy=(620,1212,902,1224)
article-paragraph: Εἰς τὰ Γραφεῖα τῆς Ἐκθέσεως ἐληφθησαν σημαντικαὶ αἰτήσεις συμμετοχῆς ἐκθετῶν ἐκ τοῦ ἐξωτερικοῦ καὶ τοῦ ἐσωτερικοῦ. Ἡ Διεύθυνσις τῆς Ἐκθέσεως ἀνακοινοῖ ὅτι προθεσμία ὑποβολῆς αἰτήσεων λήγει προσεχῶς καὶ παρακαλεῖ τοὺς ἐνδιαφερομένους ὅπως σπεύσουν πρὸς ἐξασφάλισιν περιπτέρων. Ἐπίσης ἀνηγγέλθη ἡ συμμετοχὴ μεγάλων βιομηχανικῶν οἴκων τῆς Γερμανίας, Ἰταλίας καὶ Τσεχοσλοβακίας. xyxy=(4,1772,171,1952)
notice-body xyxy=(623,580,897,679)
notice-paragraph: Ἀριθ. 1468. Ἡ Ἐπιτροπεία Ἐλευθέρας Ζώνης Θεσσαλονίκης προκηρύσσει μειοδοτικὴν δημοπρασίαν διὰ τὴν προμήθειαν ὑλικῶν. Θεσ/νίκη τῇ 17 Ἰουλίου 1928. xyxy=(181,1523,316,1608)
ad-doctor-address: Ἁγ. Σοφία 9 xyxy=(1325,768,1388,781)
notice-body xyxy=(471,1786,610,1957)
subcolumn xyxy=(620,534,900,821)
rate-thess: 55 xyxy=(812,1074,825,1086)
article-paragraph: Β. Τσουρογιάννης ἐξῆλθε πρῶτος εἰς τοὺς ἀγῶνας τῶν 200 μέτρων. Πρόεδρος Πολυχρονίδης Βασίλειος. Ἀντιπρόεδρος Κ. Δημητριάδης. Γεν. Γραμματεὺς Σαβιδάκης. Ταμίας Νικολάου. xyxy=(325,137,462,233)
trade-paragraph: Ἡ ἀγορὰ παρουσίασε χθὲς ζωηρὰν κίνησιν εἰς τὰ δημητριακά. Αἱ τιμαὶ τοῦ σίτου ἐσημείωσαν ἐλαφρὰν ἄνοδον. xyxy=(623,1272,899,1308)
sport-banner-title: ΑΘΛΗΤΙΣΜΟΣ xyxy=(253,65,488,100)
article-body xyxy=(471,1033,610,1435)
economic-body xyxy=(906,892,1181,940)
article-body xyxy=(1196,543,1517,593)
notice-paragraph: Φέρεται εἰς γνῶσιν τῶν κ. κ. μελῶν τοῦ Σωματείου ὅτι τὴν προσεχῆ Παρασκευὴν 20 Ἰουλίου ἑορτάζεται ἡ ἑορτὴ τοῦ Προφήτου Ἠλιοὺ πολιούχου τῶν ἀρτοποιῶν καὶ τὰ ἀρτοποιεῖα θὰ παραμείνουν κλειστά. xyxy=(324,1104,459,1225)
gold-values: Ἀγγλία 372, Ἰταλία 375, Ναπολ. 298 xyxy=(666,1144,856,1157)
article-body xyxy=(326,137,463,332)
notice-title: ΣΥΝΔΕΣΜΟΣ ΕΜΠΟΡΟΥΠΑΛΛΗΛΩΝ ΘΕΣ/ΝΙΚΗΣ xyxy=(478,1739,603,1768)
columns-4-5 xyxy=(620,38,1188,2059)
article-paragraph: Ὁ Γενικὸς Διοικητὴς κ. Καλλιδόπουλος συνεδρίασε μετὰ τῶν ἀρμοδίων πρὸς λῆψιν ἀποφάσεων. xyxy=(1196,148,1517,171)
security-price: 375.— xyxy=(868,1176,900,1188)
news-photo xyxy=(181,367,462,664)
notice-title: ΕΚΔΡΟΜΗ ΒΙΕΝΝΗΣ xyxy=(964,684,1118,701)
article-paragraph: Ἡ μεγάλη πυρκαϊὰ τῆς προχθεσινῆς νυκτὸς ἐπὶ τῆς ὁδοῦ Β. Γεωργίου κατέστρεψεν ὁλοσχερῶς τὰς ἀποθήκας. Αἱ ζημίαι ἀνέρχονται εἰς ἑκατομμύρια δραχμῶν. Αἱ ἀρχαὶ ἐρευνοῦν τὰ αἴτια τῆς πυρκαϊᾶς καθ᾽ ὅσον ὑπάρχουν ὑπόνοιαι ἐμπρησμοῦ. xyxy=(471,1303,610,1435)
rate-athens: 2.29 xyxy=(878,1098,900,1110)
article-paragraph: Εἰς τὸν χορὸν παρέστησαν ὁ Πρόεδρος τοῦ Μ. Ἀστέρος κ. Ἀργυρόπουλος μετὰ τῆς κυρίας του, ὁ Δήμαρχος, ὁ Νομάρχης, ἀξιωματικοὶ τῆς φρουρᾶς καὶ πλεῖστοι ἄλλοι ἐπίσημοι. Ἡ διοργάνωσις ὑπῆρξεν ἄψογος καὶ ἡ ἐπιτροπὴ τοῦ Συλλόγου δικαίως ἀπηύθυνε θερμὰς εὐχαριστίας πρὸς ὅλους τοὺς συνδραμόντας εἰς τὴν ἐπιτυχίαν τῆς ἑσπερίδος. xyxy=(4,941,171,1085)
security-price: 76.80 xyxy=(871,1187,900,1200)
economic-right xyxy=(902,888,1185,1312)
masthead-title: ΜΑΚΕΔΟΝΙΑ xyxy=(666,2,845,27)
bourse-subtitle: ΔΗΜΗΤΡΙΑΚΑ xyxy=(1005,1166,1082,1179)
security-price: 3.02 xyxy=(878,1200,900,1212)
notice-title: ΓΕΝΙΚΗ ΣΥΝΕΛΕΥΣΙΣ ΤΗΣ ΛΕΣΧΗΣ ΔΗΜΟΣΙΩΝ ΥΠΑΛΛΗΛΩΝ ΘΕΣ/ΝΙΚΗΣ xyxy=(631,538,888,562)
article-signature: (Ἐκ τοῦ Γραφείου) xyxy=(492,1715,606,1728)
notice-subtitle: ΠΡΟΣΚΛΗΣΙΣ xyxy=(722,565,798,577)
date-weekday: ΤΕΤΑΡΤΗ xyxy=(20,139,73,151)
table-row xyxy=(620,1099,902,1111)
article-signature: ΛΑΘΝΟΣ ΧΡΥΣΟΧΟΟΥ xyxy=(38,1343,168,1356)
exchange2-title: ΧΡΗΜΑΤΙΣΤΗΡΙΟΝ ΑΘΗΝΩΝ xyxy=(665,1161,857,1175)
article-paragraph: Τῆς Ἑνώσεως καὶ τῶν λοιπῶν σωματείων. Ἐκλογὴ τοῦ νέου συμβουλίου. Ἔσονται: Πρόεδρος Κ. Παπαθανασίου, Ἀντιπρόεδρος Α. Καλαμίδης, Γεν. Γραμματεὺς Ν. Καρυτάκης, Ταμίας Α. Σκορδάς. Τὰ μέλη ἀνέλαβον τὰ καθήκοντά των. xyxy=(324,866,459,1022)
notice-signature: Ὁ Δήμαρχος Μ. ΠΑΤΡΙΚΙΟΣ xyxy=(1010,667,1174,681)
economic-title: ΟΙΚΟΝΟΜΙΚΟΝ ΔΕΛΤΙΟΝ xyxy=(623,894,899,955)
notice-paragraph: Ἀριθ. 5419179. Ὁ Δήμαρχος Θεσσαλονίκης καλεῖ τοὺς φορολογουμένους ὅπως προσέλθουν εἰς τὸ Δημοτικὸν Κατάστημα πρὸς ἐξόφλησιν τῶν ὀφειλῶν των διὰ τὰ ἔτη 1927—28. xyxy=(904,565,1177,613)
article-paragraph: Ὁ Σύνδεσμος Συλλέκτου μᾶς ἀποστέλλει τὴν κάτωθι διάψευσιν. Ἀνακριβὴς εἶναι ἡ δημοσιευθεῖσα εἴδησις περὶ τῆς διαλύσεως τοῦ Συνδέσμου. xyxy=(471,1541,610,1624)
table-row xyxy=(620,1176,902,1188)
article-body xyxy=(1196,105,1517,129)
rate-athens: 76.85 xyxy=(871,1003,900,1015)
article-title: ΣΥΛΛΗΨΕΙΣ xyxy=(1323,261,1390,273)
currency-name: Ἰταλία xyxy=(622,1039,657,1051)
security-name: Ἰταλία xyxy=(622,1211,657,1224)
rate-thess: 10.80 xyxy=(796,1063,825,1075)
economic-area xyxy=(620,888,1188,1312)
notice-title: ΤΙΜΑΙ ΟΚΑΖΙΟΝ xyxy=(990,744,1092,759)
notice-title: ΠΡΟΣΚΛΗΣΙΣ ΦΟΡΟΛΟΓΟΥΜΕΝΩΝ ΓΕΩΡΓΙΚΗΣ ΠΑΡΑΓΩΓΗΣ xyxy=(912,538,1170,562)
article-body xyxy=(907,159,1183,332)
divider xyxy=(473,1732,608,1734)
article-paragraph: Ὁ Νομάρχης κ. Ἐδίσμης καὶ πρόεδρος τῆς Ὀργανώσεως «Παῦλος Μελᾶς» ἀπηύθυνε πρὸς τὸν Ζυνάδην Τραπεζίτην τηλεγράφημα δι᾽ οὗ ἐκφράζει τὴν λύπην του διὰ τὴν ἀπαράδεκτον στάσιν τῶν κομματικῶν ὀργάνων. Ἡ ὀργάνωσις παραμένει ὑπεράνω πάσης κομματικῆς ἐπιδιώξεως καὶ ἐργάζεται μόνον διὰ τὴν ἐθνικὴν ἀνάπτυξιν τῆς Μακεδονίας. xyxy=(471,114,610,294)
divider xyxy=(6,1361,169,1363)
notice-paragraph: Φέρεται εἰς γνῶσιν τῶν κ. κ. μελῶν τοῦ Σωματείου ὅτι τὴν προσεχῆ Παρασκευὴν 20 Ἰουλίου ἑορτάζεται ἡ ἑορτὴ τοῦ Προφήτου Ἠλιοὺ πολιούχου τῶν ἀρτοποιῶν καὶ τὰ ἀρτοποιεῖα θὰ παραμείνουν κλειστά. xyxy=(324,1227,459,1348)
article-paragraph: Ὑπὸ τοῦ Ἀγορανομικοῦ Τμήματος ἐπεβλήθη πρόστιμον εἰς ἐμπόρους διὰ πώλησιν ζαχάρεως εἰς ὑπερβολικὰς τιμάς. xyxy=(1196,543,1517,567)
rate-athens: 3.02 xyxy=(878,1015,900,1027)
article-body xyxy=(904,355,1177,505)
notice-paragraph: Καλοῦνται τὰ μέλη τῆς Λέσχης εἰς γενικὴν συνέλευσιν τὴν προσεχῆ Κυριακὴν 22 Ἰουλίου 1928 καὶ ὥραν 10 π.μ. εἰς τὴν αἴθουσαν τοῦ Γραφείου Νομαρχίας πρὸς ἔγκρισιν λογοδοσίας. xyxy=(623,630,897,679)
notice-subtitle: ΠΡΟΚΗΡΥΞΙΣ ΔΗΜΟΠΡΑΣΙΑΣ xyxy=(349,1385,433,1409)
exchange2-table xyxy=(620,1176,902,1247)
